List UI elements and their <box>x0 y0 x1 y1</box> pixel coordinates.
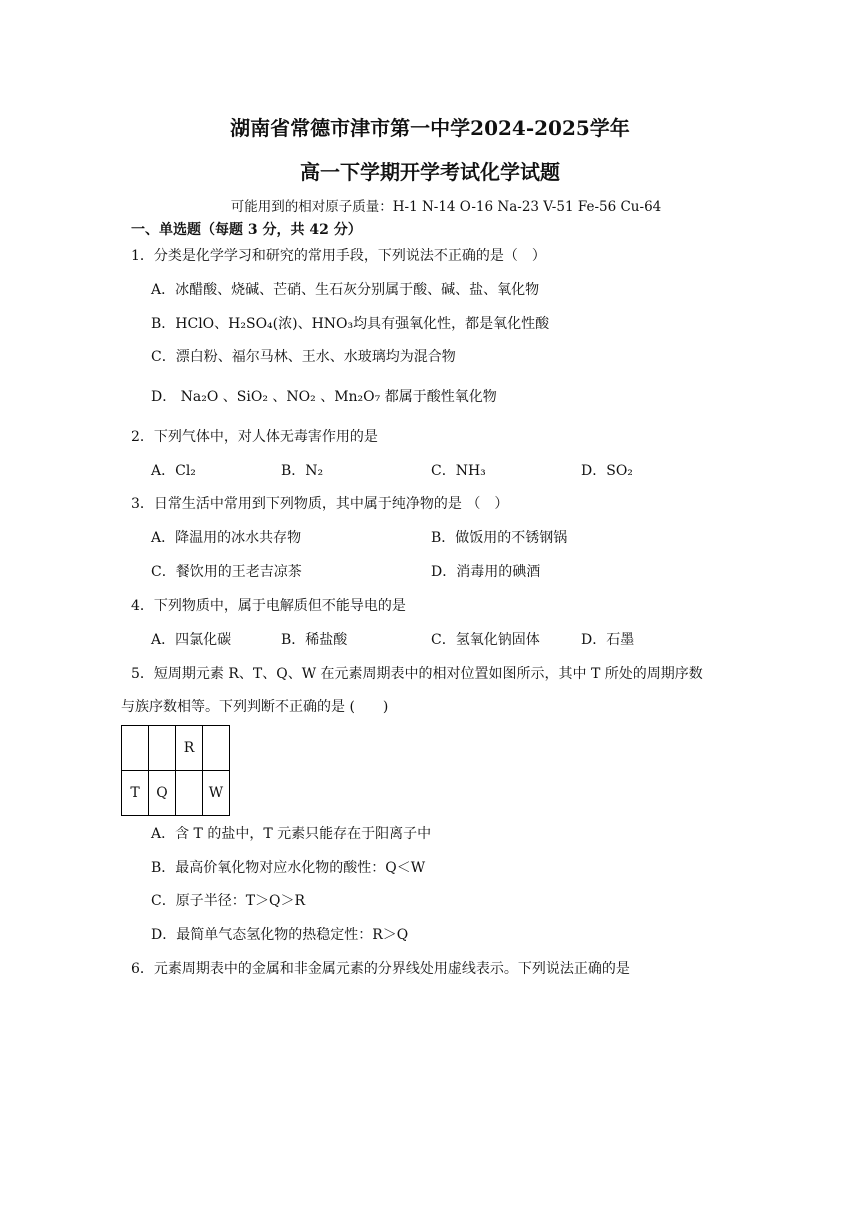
q5-option-b: B．最高价氧化物对应水化物的酸性：Q＜W <box>151 860 426 876</box>
q5-stem-line-2: 与族序数相等。下列判断不正确的是 ( ) <box>121 699 389 715</box>
table-cell <box>176 771 203 816</box>
q3-option-c: C．餐饮用的王老吉凉茶 <box>151 564 302 580</box>
atomic-masses: 可能用到的相对原子质量：H-1 N-14 O-16 Na-23 V-51 Fe-56 Cu-64 <box>230 199 662 215</box>
q5-option-a: A．含 T 的盐中，T 元素只能存在于阳离子中 <box>151 826 432 842</box>
table-cell: W <box>203 771 230 816</box>
q4-option-c: C．氢氧化钠固体 <box>431 632 540 648</box>
q4-option-a: A．四氯化碳 <box>151 632 232 648</box>
q2-option-d: D．SO₂ <box>581 463 633 479</box>
q5-stem-line-1: 5．短周期元素 R、T、Q、W 在元素周期表中的相对位置如图所示，其中 T 所处的周期序数 <box>131 666 703 682</box>
q2-option-b: B．N₂ <box>281 463 324 479</box>
q3-option-b: B．做饭用的不锈钢锅 <box>431 530 568 546</box>
table-row <box>122 726 230 771</box>
periodic-table-fragment <box>121 725 230 816</box>
section-heading: 一、单选题（每题 3 分，共 42 分） <box>131 222 362 238</box>
q3-option-d: D．消毒用的碘酒 <box>431 564 541 580</box>
title-line-2: 高一下学期开学考试化学试题 <box>300 160 560 184</box>
q4-stem: 4．下列物质中，属于电解质但不能导电的是 <box>131 598 406 614</box>
table-cell: Q <box>149 771 176 816</box>
table-cell: R <box>176 726 203 771</box>
q2-option-a: A．Cl₂ <box>151 463 196 479</box>
q1-option-c: C．漂白粉、福尔马林、王水、水玻璃均为混合物 <box>151 349 456 365</box>
q4-option-d: D．石墨 <box>581 632 635 648</box>
q2-stem: 2．下列气体中，对人体无毒害作用的是 <box>131 429 378 445</box>
q2-option-c: C．NH₃ <box>431 463 486 479</box>
q3-stem: 3．日常生活中常用到下列物质，其中属于纯净物的是 （ ） <box>131 496 509 512</box>
table-cell <box>149 726 176 771</box>
q3-option-a: A．降温用的冰水共存物 <box>151 530 302 546</box>
q5-option-c: C．原子半径：T＞Q＞R <box>151 893 306 909</box>
q1-option-a: A．冰醋酸、烧碱、芒硝、生石灰分别属于酸、碱、盐、氧化物 <box>151 282 540 298</box>
table-row <box>122 771 230 816</box>
q1-option-b: B．HClO、H₂SO₄(浓)、HNO₃均具有强氧化性，都是氧化性酸 <box>151 316 550 332</box>
q5-option-d: D．最简单气态氢化物的热稳定性：R＞Q <box>151 927 409 943</box>
q6-stem: 6．元素周期表中的金属和非金属元素的分界线处用虚线表示。下列说法正确的是 <box>131 961 630 977</box>
table-cell: T <box>122 771 149 816</box>
q1-stem: 1．分类是化学学习和研究的常用手段，下列说法不正确的是（ ） <box>131 248 546 264</box>
table-cell <box>203 726 230 771</box>
q1-option-d: D． Na₂O 、SiO₂ 、NO₂ 、Mn₂O₇ 都属于酸性氧化物 <box>151 389 497 405</box>
q4-option-b: B．稀盐酸 <box>281 632 348 648</box>
title-line-1: 湖南省常德市津市第一中学2024-2025学年 <box>230 116 630 140</box>
table-cell <box>122 726 149 771</box>
